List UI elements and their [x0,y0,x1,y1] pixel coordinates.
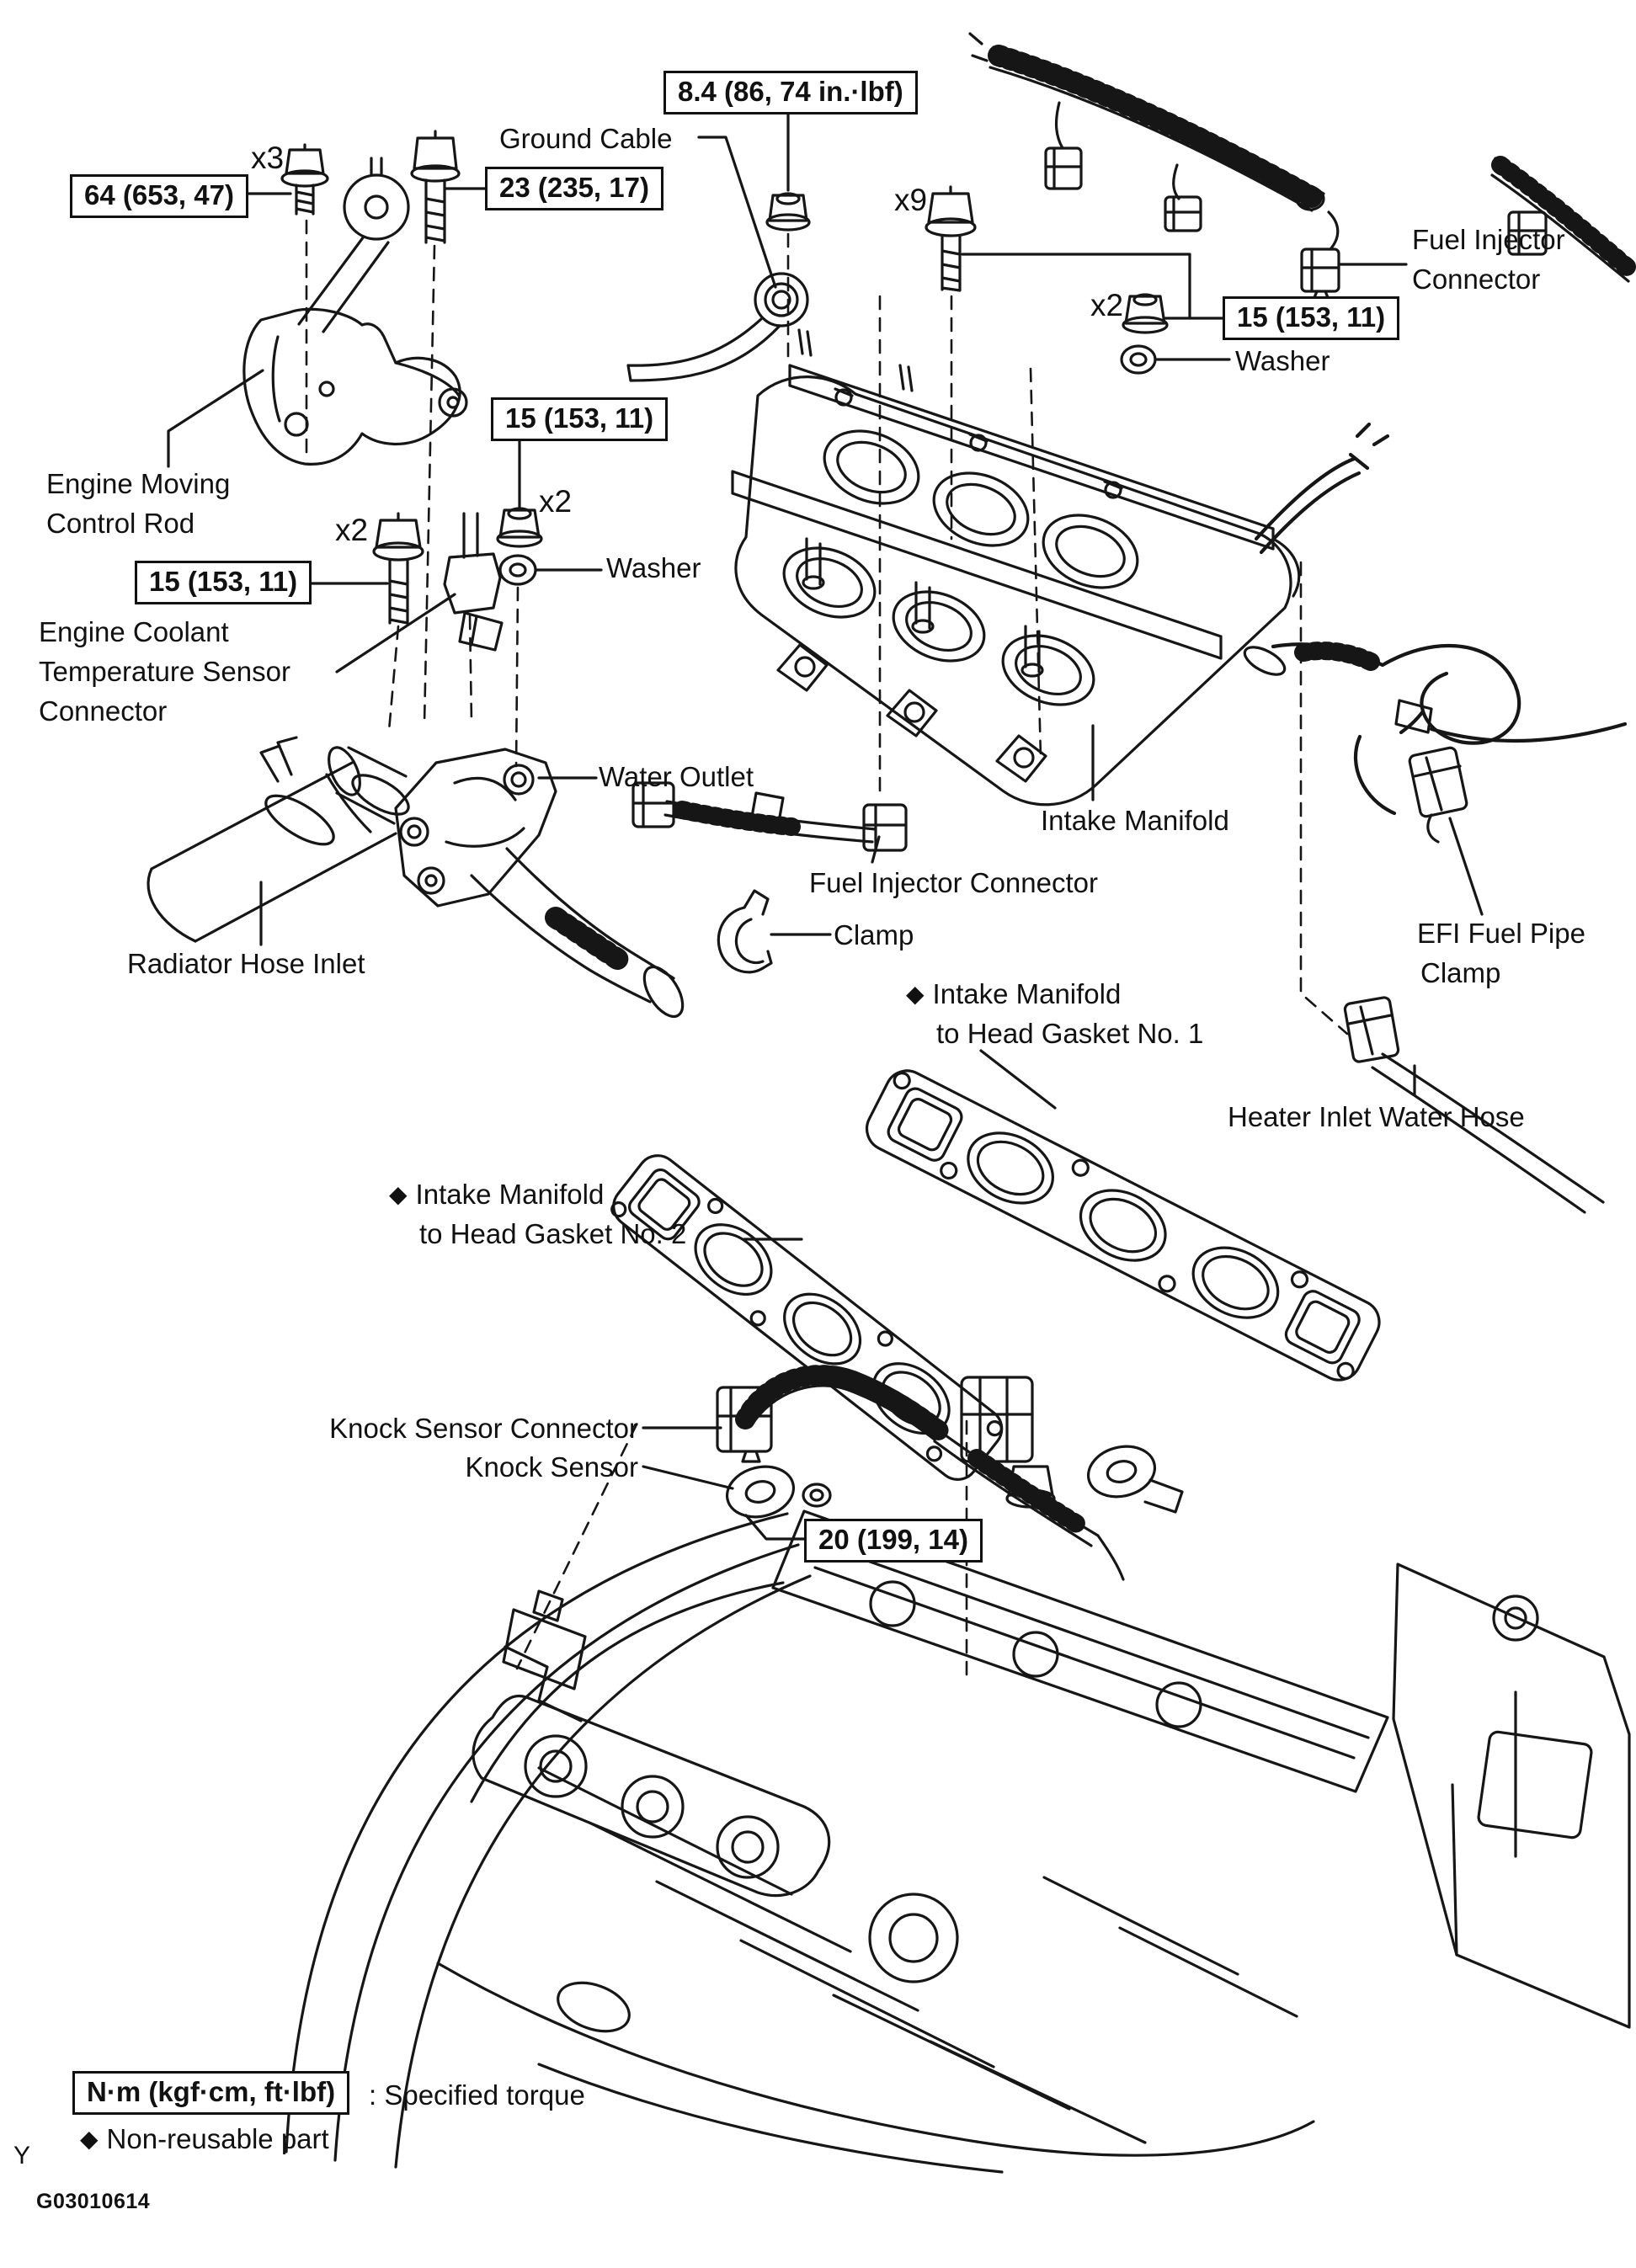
nut-icon [767,194,809,230]
label-knock-sensor-connector: Knock Sensor Connector [329,1413,638,1444]
torque-box-control-rod: 64 (653, 47) [70,174,248,218]
figure-number: G03010614 [36,2190,151,2213]
bolt-icon [412,131,459,242]
label-line: Engine Coolant [39,616,229,647]
label-coolant-temp-sensor-connector [39,613,290,732]
count-x2-water-outlet-bolt: x2 [335,513,369,547]
label-water-outlet: Water Outlet [599,761,754,792]
intake-manifold-drawing [733,330,1299,805]
torque-box-knock-sensor: 20 (199, 14) [804,1519,983,1563]
label-line: Engine Moving [46,468,231,499]
label-line [906,975,1203,1014]
label-line: Temperature Sensor [39,655,290,687]
label-line: Connector [1412,263,1541,295]
label-line: Intake Manifold [932,978,1122,1009]
label-gasket-no2 [389,1175,686,1254]
label-line: to Head Gasket No. 1 [936,1017,1204,1049]
label-heater-inlet-water-hose: Heater Inlet Water Hose [1228,1101,1525,1132]
label-line: Non-reusable part [106,2123,329,2154]
count-x9: x9 [894,183,928,217]
ground-cable-drawing [628,274,807,381]
coolant-temp-sensor-drawing [445,514,502,650]
washer-icon [1122,346,1155,373]
label-intake-manifold: Intake Manifold [1041,805,1229,836]
count-x2-water-outlet-nut: x2 [539,484,573,519]
label-line: EFI Fuel Pipe [1417,918,1585,949]
engine-drawing [286,1511,1629,2172]
label-line: Intake Manifold [415,1179,605,1210]
nut-icon [498,508,541,546]
label-radiator-hose-inlet: Radiator Hose Inlet [127,948,365,979]
label-fuel-injector-connector-right [1412,221,1565,300]
label-line: to Head Gasket No. 2 [419,1217,687,1249]
label-knock-sensor: Knock Sensor [465,1451,638,1483]
label-line [389,1175,686,1215]
diamond-icon: ◆ [906,981,925,1007]
label-line: Fuel Injector [1412,224,1565,255]
washer-icon [500,556,536,584]
count-x3: x3 [251,141,285,175]
torque-box-water-outlet-bolt: 15 (153, 11) [135,561,312,604]
label-line: Connector [39,695,168,727]
count-x2-fuel-rail: x2 [1090,288,1124,322]
torque-box-water-outlet-nut: 15 (153, 11) [491,397,668,441]
label-efi-fuel-pipe-clamp [1417,914,1585,993]
legend-non-reusable [80,2120,329,2159]
diamond-icon: ◆ [80,2126,99,2152]
efi-fuel-pipes-drawing [1240,424,1625,813]
label-gasket-no1 [906,975,1203,1054]
radiator-hose-drawing [148,737,414,941]
bolt-icon [374,514,423,623]
heater-hose-clamp-icon [1344,997,1399,1062]
label-line: Clamp [1420,956,1501,988]
torque-box-ground-cable-nut: 8.4 (86, 74 in.·lbf) [663,71,918,114]
bolt-icon [926,187,975,290]
diamond-icon: ◆ [389,1181,408,1207]
label-line: Control Rod [46,507,195,539]
legend-torque-note: : Specified torque [369,2079,585,2111]
legend-torque-units-box: N·m (kgf·cm, ft·lbf) [72,2071,349,2115]
label-ground-cable: Ground Cable [499,123,673,154]
label-clamp: Clamp [834,919,914,950]
nut-icon [1123,295,1167,333]
label-fuel-injector-connector-lower: Fuel Injector Connector [809,867,1099,898]
torque-box-ground-cable-bolt: 23 (235, 17) [485,167,663,210]
efi-fuel-pipe-clamp-icon [1409,747,1468,842]
label-engine-moving-control-rod [46,465,230,544]
bolt-icon [282,145,328,214]
label-washer-mid: Washer [606,552,701,583]
label-washer-right: Washer [1235,345,1330,376]
clamp-icon [718,891,771,972]
torque-box-fuel-rail: 15 (153, 11) [1223,296,1399,340]
page-marker: Y [13,2142,31,2170]
